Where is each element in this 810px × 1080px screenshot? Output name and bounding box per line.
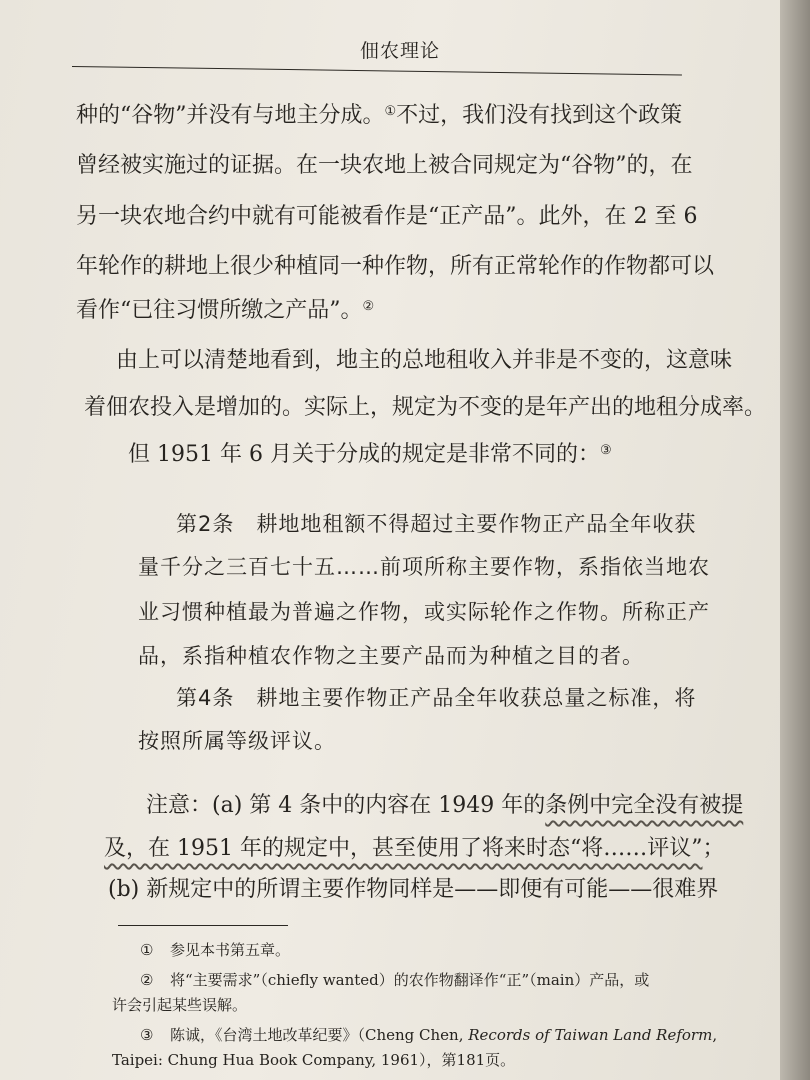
footnote-text: 将“主要需求”（chiefly wanted）的农作物翻译作“正”（main）产品，或 <box>170 971 650 989</box>
footnote-mark: ③ <box>140 1026 154 1044</box>
text-segment: 不过，我们没有找到这个政策 <box>396 103 683 128</box>
text-line <box>146 792 743 820</box>
footnote-mark: ① <box>140 941 154 959</box>
underlined-text: 及，在 1951 年的规定中，甚至使用了将来时态“将……评议” <box>104 836 703 861</box>
text-line <box>76 297 374 325</box>
underlined-text: 条例中完全没有被提 <box>545 793 744 818</box>
running-head: 佃农理论 <box>360 40 441 62</box>
text-segment: 看作“已往习惯所缴之产品”。 <box>76 298 363 323</box>
quote-line: 品，系指种植农作物之主要产品而为种植之目的者。 <box>138 644 644 668</box>
text-segment: ； <box>702 836 725 861</box>
footnote-ref[interactable]: ① <box>384 104 397 119</box>
page-edge <box>780 0 810 1080</box>
text-line <box>76 102 682 130</box>
text-line: (b) 新规定中的所谓主要作物同样是——即便有可能——很难界 <box>108 877 719 902</box>
footnote <box>140 970 649 990</box>
text-line: 年轮作的耕地上很少种植同一种作物，所有正常轮作的作物都可以 <box>76 254 715 279</box>
quote-line: 量千分之三百七十五……前项所称主要作物，系指依当地农 <box>138 555 710 579</box>
footnote-text: , <box>712 1026 718 1044</box>
text-segment: 种的“谷物”并没有与地主分成。 <box>76 103 385 128</box>
text-line: 曾经被实施过的证据。在一块农地上被合同规定为“谷物”的，在 <box>76 153 693 178</box>
quote-line: 按照所属等级评议。 <box>138 729 336 753</box>
footnote <box>140 940 290 960</box>
footnote-ref[interactable]: ② <box>362 299 375 314</box>
header-rule <box>72 66 682 76</box>
text-line <box>128 441 612 469</box>
text-line: 由上可以清楚地看到，地主的总地租收入并非是不变的，这意味 <box>116 348 733 373</box>
text-line <box>104 835 725 863</box>
footnote-text: 参见本书第五章。 <box>170 941 291 959</box>
quote-line: 第2条 耕地地租额不得超过主要作物正产品全年收获 <box>176 512 697 536</box>
quote-line: 第4条 耕地主要作物正产品全年收获总量之标准，将 <box>176 686 697 710</box>
quote-line: 业习惯种植最为普遍之作物，或实际轮作之作物。所称正产 <box>138 600 710 624</box>
footnote-book-title: Records of Taiwan Land Reform <box>468 1026 713 1044</box>
footnote-mark: ② <box>140 971 154 989</box>
footnote-rule <box>118 925 288 926</box>
footnote-ref[interactable]: ③ <box>599 443 612 458</box>
footnote-continuation: 许会引起某些误解。 <box>112 996 248 1014</box>
text-line: 另一块农地合约中就有可能被看作是“正产品”。此外，在 2 至 6 <box>76 204 698 229</box>
footnote-continuation: Taipei: Chung Hua Book Company, 1961），第181页。 <box>112 1051 516 1069</box>
footnote-text: 陈诚，《台湾土地改革纪要》（Cheng Chen, <box>170 1026 469 1044</box>
text-segment: 但 1951 年 6 月关于分成的规定是非常不同的： <box>128 442 600 467</box>
text-segment: 注意：(a) 第 4 条中的内容在 1949 年的 <box>146 793 546 818</box>
text-line: 着佃农投入是增加的。实际上，规定为不变的是年产出的地租分成率。 <box>84 395 767 420</box>
footnote <box>140 1025 717 1045</box>
